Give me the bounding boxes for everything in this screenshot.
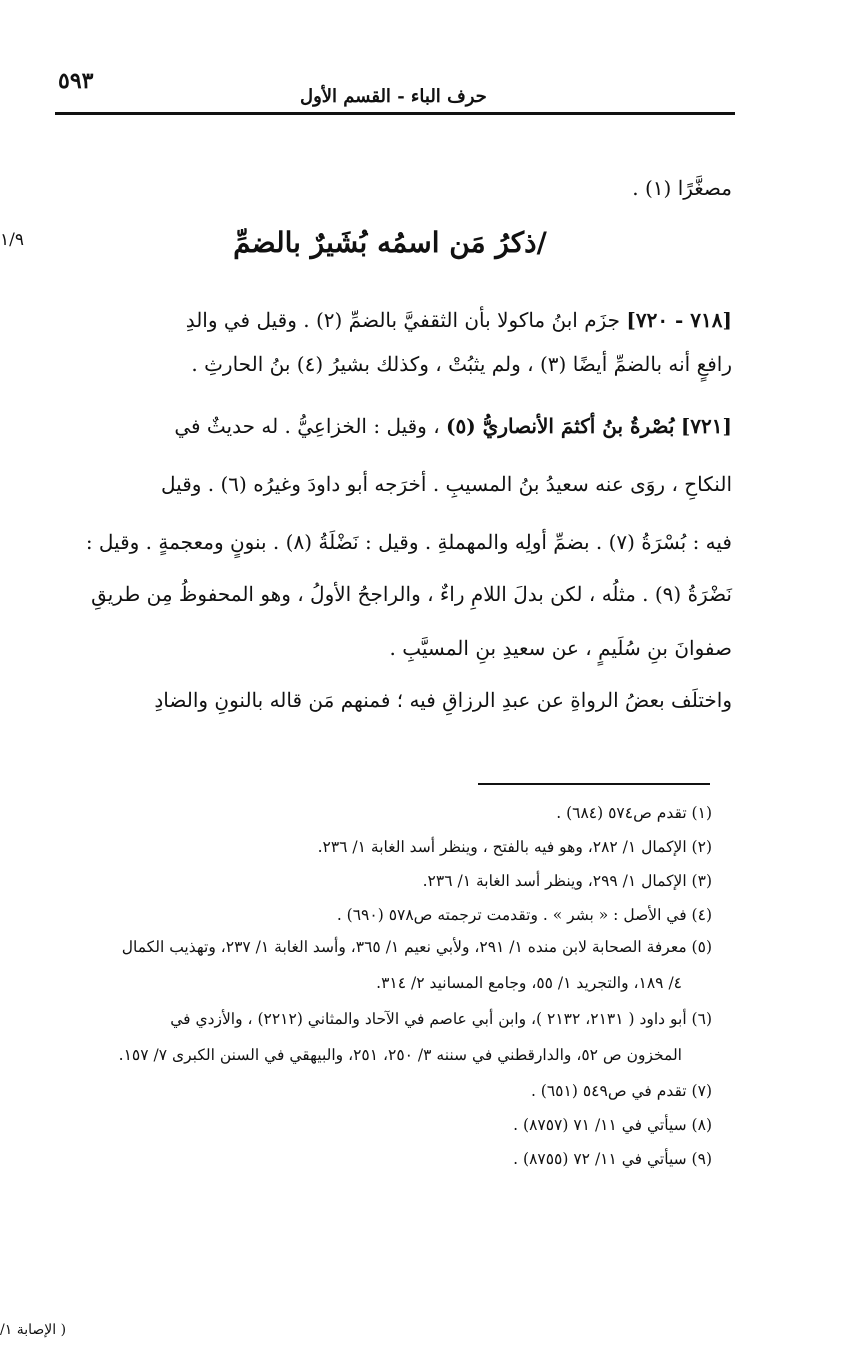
entry-720-number: [٧١٨ - ٧٢٠]: [626, 308, 732, 332]
entry-721-line-3: فيه : بُسْرَةُ (٧) . بضمِّ أولِه والمهملةِ . وقيل : نَضْلَةُ (٨) . بنونٍ ومعجمةٍ . وقيل :: [85, 530, 732, 554]
footnote-separator: [478, 783, 710, 785]
footnote-1: (١) تقدم ص٥٧٤ (٦٨٤) .: [556, 804, 712, 822]
entry-721-line-4: نَضْرَةُ (٩) . مثلُه ، لكن بدلَ اللامِ راءٌ ، والراجحُ الأولُ ، وهو المحفوظُ مِن طريقِ: [91, 582, 732, 606]
footnote-2: (٢) الإكمال ١/ ٢٨٢، وهو فيه بالفتح ، وينظر أسد الغابة ١/ ٢٣٦.: [317, 838, 712, 856]
entry-721-line-5: صفوانَ بنِ سُلَيمٍ ، عن سعيدِ بنِ المسيَّبِ .: [389, 636, 732, 660]
entry-721-line-6: واختلَف بعضُ الرواةِ عن عبدِ الرزاقِ فيه ؛ فمنهم مَن قاله بالنونِ والضادِ: [154, 688, 732, 712]
entry-720-line-1: [186, 308, 732, 332]
entry-721-line-1: [174, 414, 732, 438]
body-line-1: مصغَّرًا (١) .: [632, 176, 732, 200]
running-header-title: حرف الباء - القسم الأول: [300, 86, 487, 107]
footnotes: [22, 800, 712, 1220]
footnote-5: (٥) معرفة الصحابة لابن منده ١/ ٢٩١، ولأبي نعيم ١/ ٣٦٥، وأسد الغابة ١/ ٢٣٧، وتهذيب الكمال: [121, 938, 712, 956]
header-rule: [55, 112, 735, 115]
page-number: ٥٩٣: [58, 68, 94, 94]
entry-721-number: [٧٢١]: [680, 414, 732, 438]
footnote-9: (٩) سيأتي في ١١/ ٧٢ (٨٧٥٥) .: [513, 1150, 712, 1168]
footnote-6: (٦) أبو داود ( ٢١٣١، ٢١٣٢ )، وابن أبي عاصم في الآحاد والمثاني (٢٢١٢) ، والأزدي في: [170, 1010, 712, 1028]
entry-720-line-2: رافعٍ أنه بالضمِّ أيضًا (٣) ، ولم يثبُتْ ، وكذلك بشيرُ (٤) بنُ الحارثِ .: [191, 352, 732, 376]
entry-721-name: بُصْرةُ بنُ أكثمَ الأنصاريُّ (٥): [446, 414, 675, 438]
footnote-5-continued: ٤/ ١٨٩، والتجريد ١/ ٥٥، وجامع المسانيد ٢/ ٣١٤.: [376, 974, 682, 992]
margin-reference-top: ١/٩: [0, 230, 24, 250]
footnote-8: (٨) سيأتي في ١١/ ٧١ (٨٧٥٧) .: [513, 1116, 712, 1134]
entry-721-text: ، وقيل : الخزاعِيُّ . له حديثٌ في: [174, 414, 440, 438]
entry-720-text: جزَم ابنُ ماكولا بأن الثقفيَّ بالضمِّ (٢) . وقيل في والدِ: [185, 308, 620, 332]
margin-reference-bottom: ( الإصابة ١/: [0, 1322, 67, 1338]
footnote-7: (٧) تقدم في ص٥٤٩ (٦٥١) .: [530, 1082, 712, 1100]
footnote-6-continued: المخزون ص ٥٢، والدارقطني في سننه ٣/ ٢٥٠، ٢٥١، والبيهقي في السنن الكبرى ٧/ ١٥٧.: [118, 1046, 682, 1064]
footnote-3: (٣) الإكمال ١/ ٢٩٩، وينظر أسد الغابة ١/ ٢٣٦.: [422, 872, 712, 890]
entry-721-line-2: النكاحِ ، روَى عنه سعيدُ بنُ المسيبِ . أخرَجه أبو داودَ وغيرُه (٦) . وقيل: [161, 472, 732, 496]
footnote-4: (٤) في الأصل : « بشر » . وتقدمت ترجمته ص٥٧٨ (٦٩٠) .: [336, 906, 712, 924]
section-heading: /ذكرُ مَن اسمُه بُشَيرٌ بالضمِّ: [233, 226, 547, 259]
main-text-entries: [40, 296, 732, 736]
